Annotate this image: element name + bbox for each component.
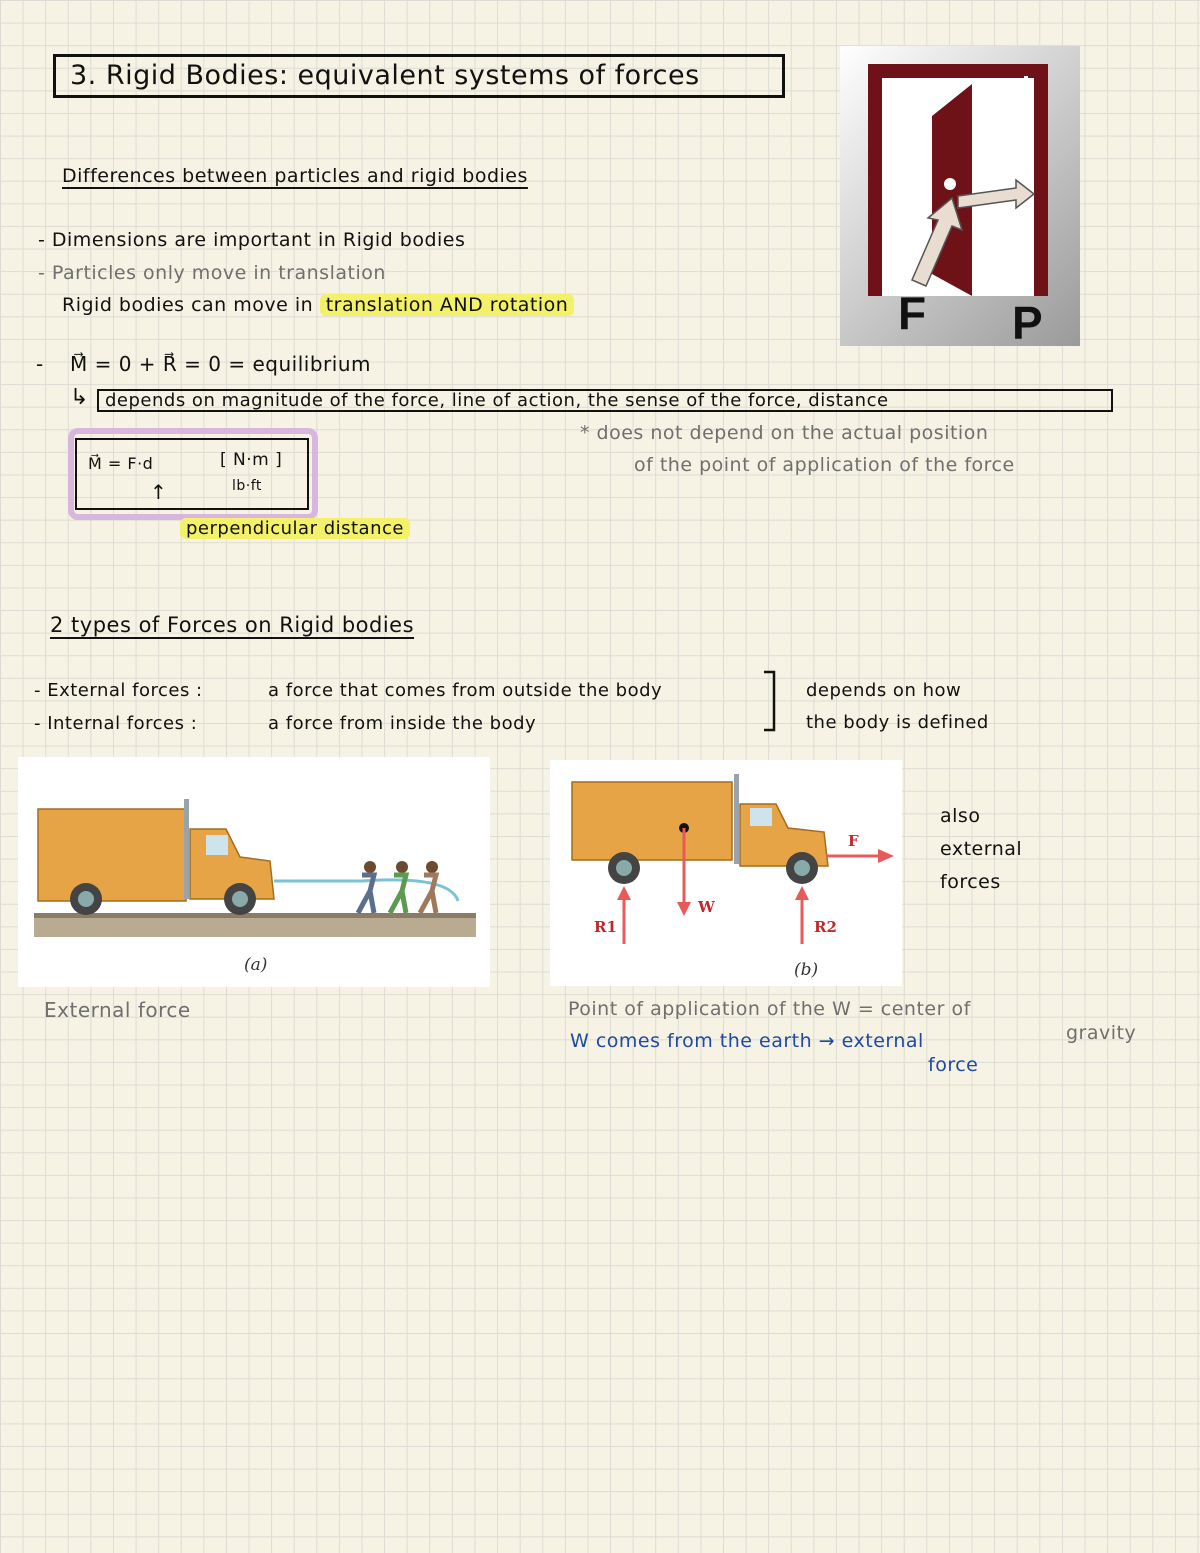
bracket-icon (760, 668, 782, 734)
bullet-dimensions: - Dimensions are important in Rigid bodies (38, 229, 466, 251)
external-forces-label: - External forces : (34, 680, 203, 701)
force-label-r2: R2 (814, 918, 837, 936)
note-does-not-depend: * does not depend on the actual position (580, 422, 989, 444)
force-label-w: W (698, 898, 715, 916)
figure-b-caption: (b) (794, 960, 819, 980)
bracket-note-line1: depends on how (806, 680, 962, 701)
door-illustration (840, 46, 1080, 346)
section-heading-differences: Differences between particles and rigid bodies (62, 165, 528, 187)
person-1 (358, 861, 376, 913)
gravity-note: gravity (1066, 1022, 1137, 1044)
perpendicular-distance-text: perpendicular distance (180, 518, 410, 539)
force-label-f: F (848, 832, 859, 850)
person-2 (390, 861, 408, 913)
moment-formula-box (75, 438, 309, 510)
bullet-particles: - Particles only move in translation (38, 262, 386, 284)
page-title: 3. Rigid Bodies: equivalent systems of forces (53, 54, 785, 98)
truck-free-body-diagram (550, 760, 902, 986)
depends-on-box: depends on magnitude of the force, line of action, the sense of the force, distance (97, 389, 1113, 412)
point-of-application-note: Point of application of the W = center of (568, 998, 971, 1020)
equilibrium-equation: M⃗ = 0 + R⃗ = 0 = equilibrium (70, 352, 371, 376)
bracket-note-line2: the body is defined (806, 712, 989, 733)
door-label-f: F (898, 287, 927, 339)
door-label-p: P (1012, 297, 1043, 349)
arrow-hook: ↳ (70, 385, 89, 410)
rigid-bodies-text: Rigid bodies can move in (62, 294, 314, 316)
w-earth-note-line1: W comes from the earth → external (570, 1030, 924, 1052)
perpendicular-distance-label (180, 518, 410, 539)
force-label-r1: R1 (594, 918, 617, 936)
person-3 (420, 861, 438, 913)
figure-b (550, 760, 902, 986)
internal-forces-desc: a force from inside the body (268, 713, 537, 734)
bullet-rigid-bodies (62, 294, 574, 316)
internal-forces-label: - Internal forces : (34, 713, 198, 734)
section-heading-types: 2 types of Forces on Rigid bodies (50, 613, 415, 637)
external-forces-desc: a force that comes from outside the body (268, 680, 663, 701)
moment-formula: M⃗ = F·d (88, 454, 154, 473)
pointer-arrow: ↑ (150, 480, 168, 504)
units-newton-meter: [ N·m ] (220, 450, 283, 470)
units-pound-foot: lb·ft (232, 478, 262, 494)
truck-tug-illustration (18, 757, 490, 987)
also-note-line2: external (940, 838, 1023, 860)
also-note-line3: forces (940, 871, 1001, 893)
also-note-line1: also (940, 805, 981, 827)
w-earth-note-line2: force (928, 1054, 979, 1076)
external-force-note: External force (44, 998, 191, 1022)
highlight-translation-rotation: translation AND rotation (320, 294, 575, 316)
figure-a (18, 757, 490, 987)
door-image (840, 46, 1080, 349)
figure-a-caption: (a) (244, 955, 268, 975)
equilibrium-dash: - (36, 352, 44, 376)
note-point-of-application: of the point of application of the force (634, 454, 1015, 476)
